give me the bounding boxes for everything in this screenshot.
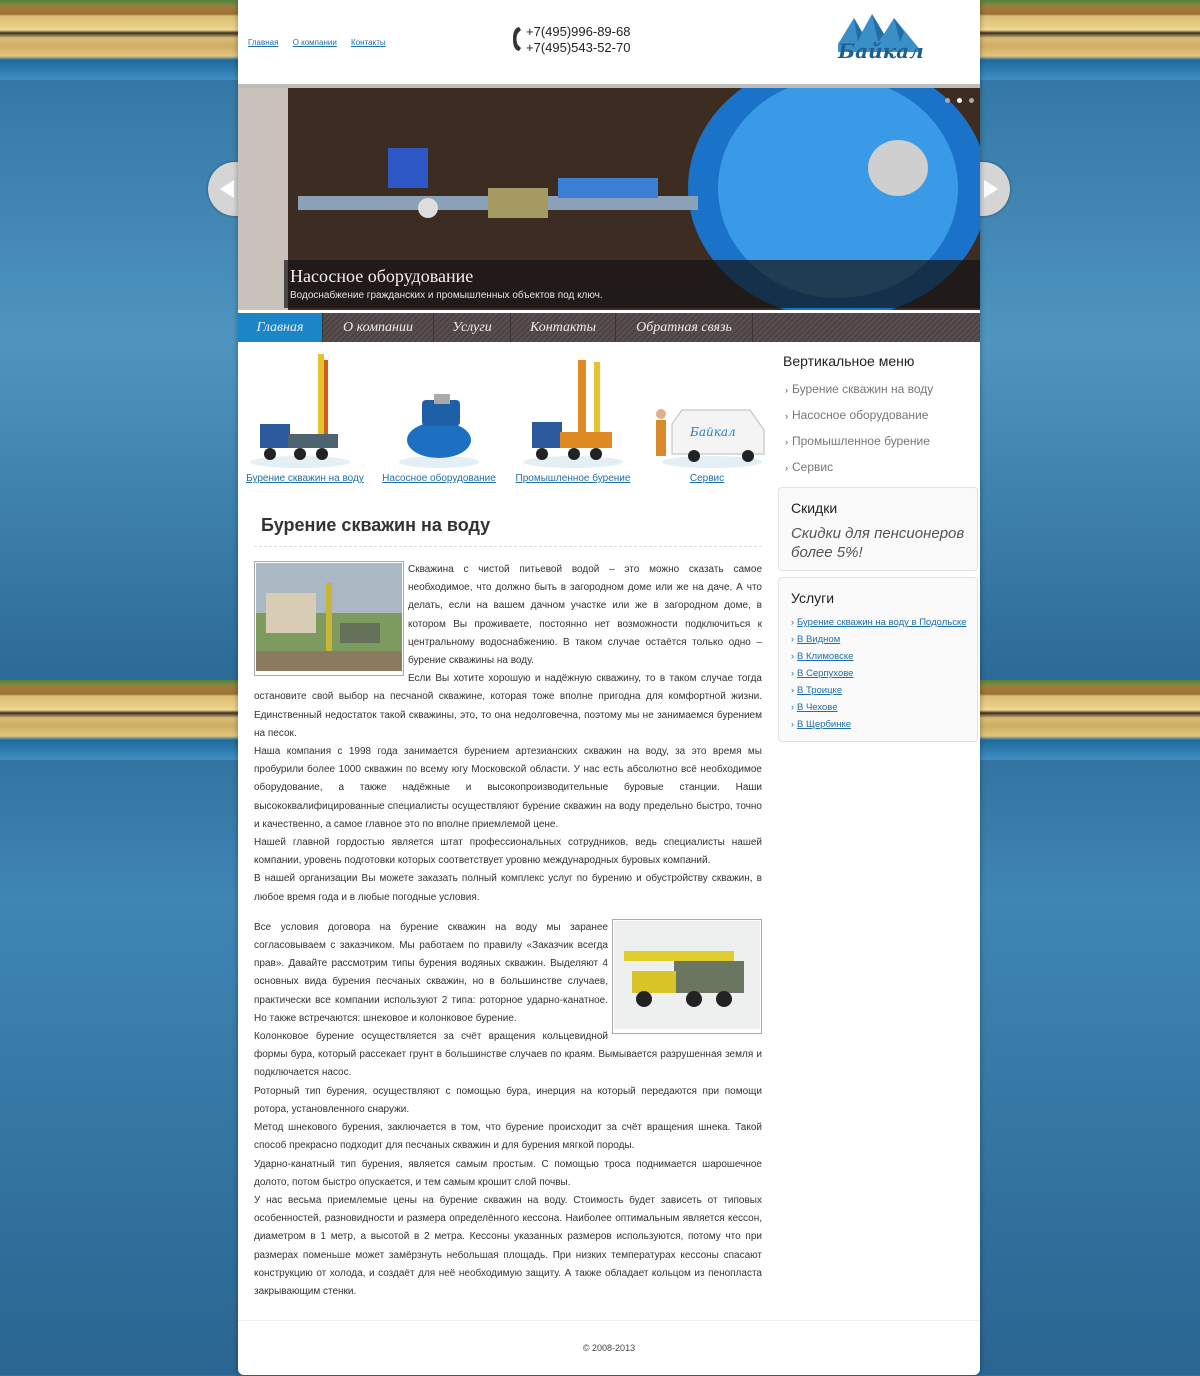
service-link-troitsk[interactable]: В Троицке: [797, 685, 843, 696]
service-pumps[interactable]: [374, 350, 504, 484]
chevron-right-icon: ›: [791, 702, 794, 712]
drilling-truck-icon: [240, 350, 370, 472]
discount-box: [778, 487, 978, 571]
site-footer: [238, 1320, 980, 1376]
vmenu-item-pumps[interactable]: [778, 403, 978, 429]
nav-item-about[interactable]: О компании: [323, 313, 434, 342]
chevron-right-icon: ›: [785, 463, 788, 473]
services-box: [778, 577, 978, 742]
service-link-vidnoe[interactable]: В Видном: [797, 634, 841, 645]
paragraph-8: Роторный тип бурения, осуществляют с помощью бура, инерция на который передаются при помощи ротора, установленного снаружи.: [254, 1085, 762, 1115]
baikal-logo[interactable]: [834, 12, 926, 64]
paragraph-6: Все условия договора на бурение скважин на воду мы заранее согласовываем с заказчиком. Мы работаем по правилу «Заказчик всегда прав». Давайте рассмотрим типы бурения водяных скважин. Выделяют 4 основных вида бурения песчаных скважин, но в большинстве случаев, практически все компании используют 2 типа: роторное ударно-канатное. Но также встречаются: шнековое и колонковое бурение.: [254, 921, 608, 1024]
svg-text:Байкал: Байкал: [838, 39, 924, 63]
services-list-item: [791, 614, 977, 631]
vertical-menu: [778, 377, 978, 481]
phone-number-1[interactable]: +7(495)996-89-68: [526, 24, 631, 39]
arrow-right-icon: [980, 178, 1010, 200]
service-support[interactable]: [642, 350, 772, 484]
chevron-right-icon: ›: [791, 617, 794, 627]
top-link-home[interactable]: Главная: [248, 38, 279, 47]
page-title: Бурение скважин на воду: [254, 505, 762, 547]
drilling-truck-photo: [614, 921, 760, 1029]
service-van-icon: [642, 350, 772, 472]
pump-station-icon: [374, 350, 504, 472]
vmenu-item-label: Промышленное бурение: [792, 434, 930, 448]
service-link-chekhov[interactable]: В Чехове: [797, 702, 838, 713]
content-photo-house: [254, 561, 404, 676]
chevron-right-icon: ›: [791, 668, 794, 678]
service-industrial[interactable]: [508, 350, 638, 484]
service-drilling-link[interactable]: Бурение скважин на воду: [246, 473, 364, 484]
services-list-item: [791, 682, 977, 699]
main-nav: [238, 313, 980, 342]
slider-dot-1[interactable]: [945, 98, 950, 103]
site-header: [238, 0, 980, 86]
arrow-left-icon: [208, 178, 238, 200]
vmenu-item-label: Сервис: [792, 460, 834, 474]
paragraph-5: В нашей организации Вы можете заказать полный комплекс услуг по бурению и обустройству скважин, в любое время года и в любые погодные условия.: [254, 873, 762, 903]
chevron-right-icon: ›: [785, 411, 788, 421]
top-link-contacts[interactable]: Контакты: [351, 38, 386, 47]
svg-text:Байкал: Байкал: [690, 425, 736, 439]
chevron-right-icon: ›: [791, 634, 794, 644]
nav-item-feedback[interactable]: Обратная связь: [616, 313, 753, 342]
service-link-serpukhov[interactable]: В Серпухове: [797, 668, 854, 679]
page-container: [238, 0, 980, 1375]
slider-dots: [941, 94, 974, 106]
service-link-klimovsk[interactable]: В Климовске: [797, 651, 854, 662]
sidebar: [778, 345, 978, 742]
service-link-shcherbinka[interactable]: В Щербинке: [797, 719, 851, 730]
discount-text: Скидки для пенсионеров более 5%!: [791, 525, 965, 561]
content-photo-truck: [612, 919, 762, 1034]
vertical-menu-title: Вертикальное меню: [783, 353, 915, 369]
slide-caption: [284, 260, 980, 308]
service-link-podolsk[interactable]: Бурение скважин на воду в Подольске: [797, 617, 967, 628]
paragraph-11: У нас весьма приемлемые цены на бурение скважин на воду. Стоимость будет зависеть от типовых особенностей, разновидности и размера определённого кессона. Наиболее оптимальным является кессон, диаметром в 1 метр, а высотой в 2 метра. Кессоны указанных размеров используются, потому что при размерах поменьше может замёрзнуть небольшая площадь. При низких температурах кессоны спасают конструкцию от холода, и создаёт для неё необходимую защиту. А также обладает кольцом из пенопласта закрывающим стенки.: [254, 1194, 762, 1297]
service-pumps-link[interactable]: Насосное оборудование: [382, 473, 496, 484]
services-list-item: [791, 716, 977, 733]
phone-icon: [512, 26, 522, 52]
services-list-item: [791, 665, 977, 682]
services-list: [779, 614, 977, 733]
top-link-about[interactable]: О компании: [292, 38, 337, 47]
vmenu-item-drilling[interactable]: [778, 377, 978, 403]
chevron-right-icon: ›: [791, 651, 794, 661]
copyright: © 2008-2013: [582, 1343, 636, 1353]
nav-item-services[interactable]: Услуги: [434, 313, 511, 342]
paragraph-10: Ударно-канатный тип бурения, является самым простым. С помощью троса поднимается шарошечное долото, потом быстро опускается, и тем самым крошит слой почвы.: [254, 1158, 762, 1188]
service-support-link[interactable]: Сервис: [689, 473, 725, 484]
chevron-right-icon: ›: [791, 685, 794, 695]
main-content: [254, 505, 762, 1301]
paragraph-7: Колонковое бурение осуществляется за счёт вращения кольцевидной формы бура, который рассекает грунт в большинстве случаев по краям. Вымывается разрушенная земля и подключается насос.: [254, 1031, 762, 1079]
slider-dot-2[interactable]: [957, 98, 962, 103]
discount-title: Скидки: [791, 500, 838, 516]
paragraph-4: Нашей главной гордостью является штат профессиональных сотрудников, ведь специалисты нашей компании, уровень подготовки которых соответствует уровню международных буровых компаний.: [254, 837, 762, 867]
vmenu-item-service[interactable]: [778, 455, 978, 481]
slider-dot-3[interactable]: [969, 98, 974, 103]
services-list-item: [791, 648, 977, 665]
chevron-right-icon: ›: [785, 385, 788, 395]
phone-block: [526, 24, 630, 56]
service-drilling[interactable]: [240, 350, 370, 484]
phone-number-2[interactable]: +7(495)543-52-70: [526, 40, 631, 55]
industrial-rig-icon: [508, 350, 638, 472]
vmenu-item-label: Бурение скважин на воду: [792, 382, 934, 396]
slide-title: Насосное оборудование: [290, 266, 474, 286]
vmenu-item-industrial[interactable]: [778, 429, 978, 455]
paragraph-3: Наша компания с 1998 года занимается бурением артезианских скважин на воду, за это время мы пробурили более 1000 скважин по всему югу Московской области. У нас есть абсолютно всё необходимое оборудование, а также надёжные и высокопроизводительные буровые станции. Наши высококвалифицированные специалисты осуществляют бурение скважин на воду предельно быстро, точно и качественно, а самое главное это по вполне приемлемой цене.: [254, 746, 762, 830]
service-icons: [238, 350, 766, 490]
house-drilling-photo: [256, 563, 402, 671]
image-slider[interactable]: [238, 88, 980, 310]
services-list-item: [791, 699, 977, 716]
paragraph-1: Скважина с чистой питьевой водой – это можно сказать самое необходимое, что должно быть в загородном доме или же на даче. А что делать, если на вашем дачном участке или же в загородном доме, в котором Вы проживаете, постоянно нет возможности подключиться к центральному водоснабжению. В таком случае остаётся только одно – бурение скважины на воду.: [408, 564, 762, 667]
nav-item-contacts[interactable]: Контакты: [511, 313, 616, 342]
chevron-right-icon: ›: [785, 437, 788, 447]
nav-item-home[interactable]: Главная: [238, 313, 323, 342]
paragraph-2: Если Вы хотите хорошую и надёжную скважину, то в таком случае тогда остановите свой выбор на песчаной скважине, которая тоже вполне пригодна для комфортной жизни. Единственный недостаток такой скважины, это, то она недолговечна, поэтому мы не занимаемся бурением на песок.: [254, 673, 762, 739]
services-list-item: [791, 631, 977, 648]
service-industrial-link[interactable]: Промышленное бурение: [515, 473, 631, 484]
top-links: [248, 38, 398, 47]
chevron-right-icon: ›: [791, 719, 794, 729]
vmenu-item-label: Насосное оборудование: [792, 408, 929, 422]
slide-subtitle: Водоснабжение гражданских и промышленных объектов под ключ.: [290, 290, 603, 301]
paragraph-9: Метод шнекового бурения, заключается в том, что бурение происходит за счёт вращения шнека. Такой способ прекрасно подходит для песчаных скважин и для бурения мягкой породы.: [254, 1122, 762, 1152]
services-box-title: Услуги: [791, 590, 835, 606]
